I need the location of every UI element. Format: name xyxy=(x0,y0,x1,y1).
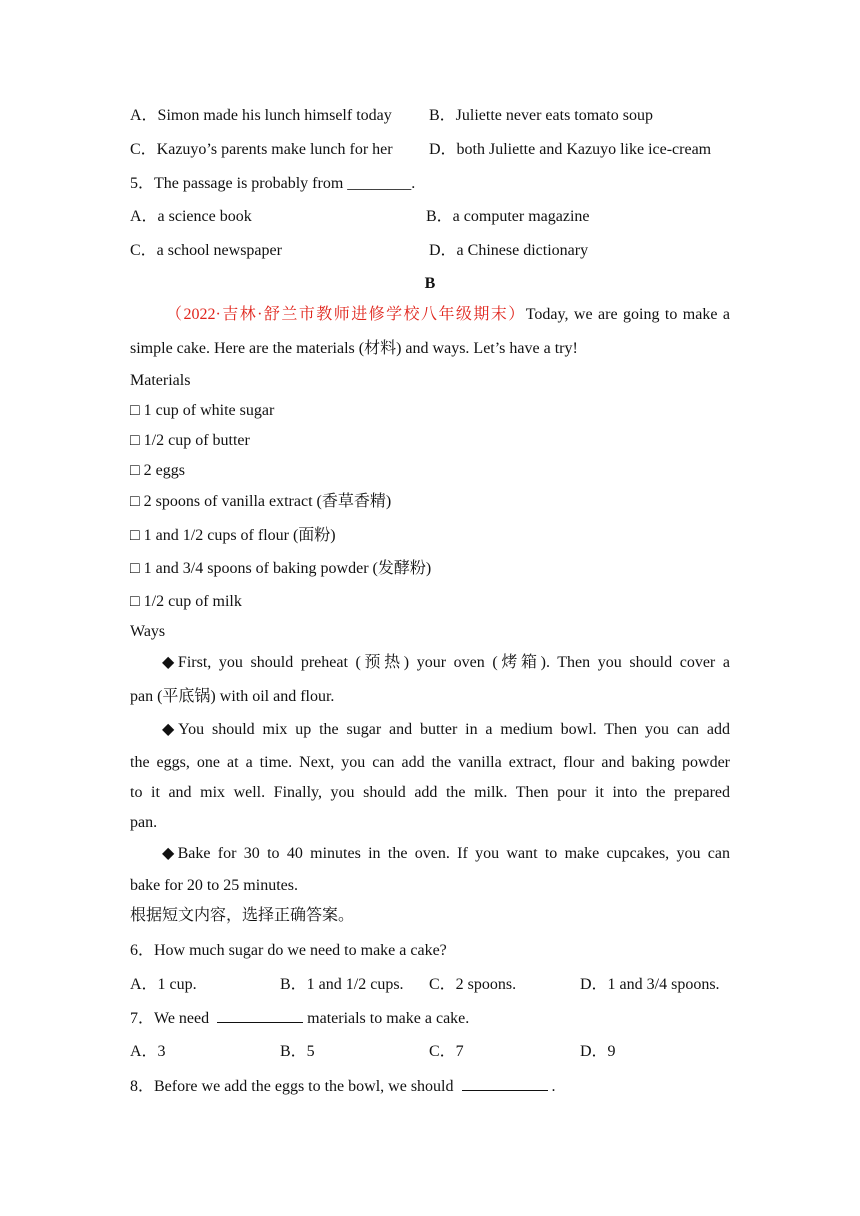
q7-option-d: D．9 xyxy=(580,1043,616,1060)
intro-line-2: simple cake. Here are the materials (材料) and ways. Let’s have a try! xyxy=(130,340,578,357)
q5-option-a: A．a science book xyxy=(130,208,252,225)
q8-stem-post: . xyxy=(551,1078,556,1095)
source-tag: （2022·吉林·舒兰市教师进修学校八年级期末） xyxy=(166,306,526,323)
q7-option-c: C．7 xyxy=(429,1043,464,1060)
ways-line: pan. xyxy=(130,814,158,831)
q7-option-b: B．5 xyxy=(280,1043,315,1060)
q6-stem: 6．How much sugar do we need to make a cake? xyxy=(130,942,447,959)
material-item: □ 1/2 cup of milk xyxy=(130,593,242,610)
instruction: 根据短文内容，选择正确答案。 xyxy=(130,907,355,924)
q5-stem: 5．The passage is probably from ________. xyxy=(130,175,416,192)
q8-stem-pre: 8．Before we add the eggs to the bowl, we should xyxy=(130,1078,454,1095)
q4-option-a: A．Simon made his lunch himself today xyxy=(130,107,392,124)
answer-blank[interactable] xyxy=(462,1076,548,1091)
q5-option-b: B．a computer magazine xyxy=(426,208,590,225)
q7-stem-post: materials to make a cake. xyxy=(307,1010,470,1027)
q5-option-c: C．a school newspaper xyxy=(130,242,282,259)
q4-option-b: B．Juliette never eats tomato soup xyxy=(429,107,653,124)
q5-option-d: D．a Chinese dictionary xyxy=(429,242,589,259)
section-heading: B xyxy=(424,275,436,292)
ways-heading: Ways xyxy=(130,623,166,640)
materials-heading: Materials xyxy=(130,372,191,389)
material-item: □ 1 and 3/4 spoons of baking powder (发酵粉) xyxy=(130,560,432,577)
q7-option-a: A．3 xyxy=(130,1043,166,1060)
ways-line: ◆You should mix up the sugar and butter in a medium bowl. Then you can add xyxy=(162,721,730,738)
q4-option-c: C．Kazuyo’s parents make lunch for her xyxy=(130,141,393,158)
intro-line-1 xyxy=(130,305,730,325)
q7-stem-pre: 7．We need xyxy=(130,1010,210,1027)
ways-line: to it and mix well. Finally, you should add the milk. Then pour it into the prepared xyxy=(130,784,730,801)
material-item: □ 1 cup of white sugar xyxy=(130,402,275,419)
ways-line: bake for 20 to 25 minutes. xyxy=(130,877,298,894)
q4-option-d: D．both Juliette and Kazuyo like ice-cream xyxy=(429,141,712,158)
q6-option-b: B．1 and 1/2 cups. xyxy=(280,976,404,993)
q6-option-c: C．2 spoons. xyxy=(429,976,517,993)
material-item: □ 1/2 cup of butter xyxy=(130,432,250,449)
material-item: □ 2 spoons of vanilla extract (香草香精) xyxy=(130,493,392,510)
q6-option-d: D．1 and 3/4 spoons. xyxy=(580,976,720,993)
material-item: □ 2 eggs xyxy=(130,462,185,479)
ways-line: the eggs, one at a time. Next, you can add the vanilla extract, flour and baking powder xyxy=(130,754,730,771)
q6-option-a: A．1 cup. xyxy=(130,976,197,993)
ways-line: pan (平底锅) with oil and flour. xyxy=(130,688,335,705)
ways-line: ◆Bake for 30 to 40 minutes in the oven. If you want to make cupcakes, you can xyxy=(162,845,730,862)
q7-stem xyxy=(130,1008,469,1029)
intro-text-1: Today, we are going to make a xyxy=(525,306,730,323)
ways-line: ◆First, you should preheat (预热) your oven (烤箱). Then you should cover a xyxy=(162,654,730,671)
answer-blank[interactable] xyxy=(217,1008,303,1023)
material-item: □ 1 and 1/2 cups of flour (面粉) xyxy=(130,527,336,544)
q8-stem xyxy=(130,1076,556,1097)
